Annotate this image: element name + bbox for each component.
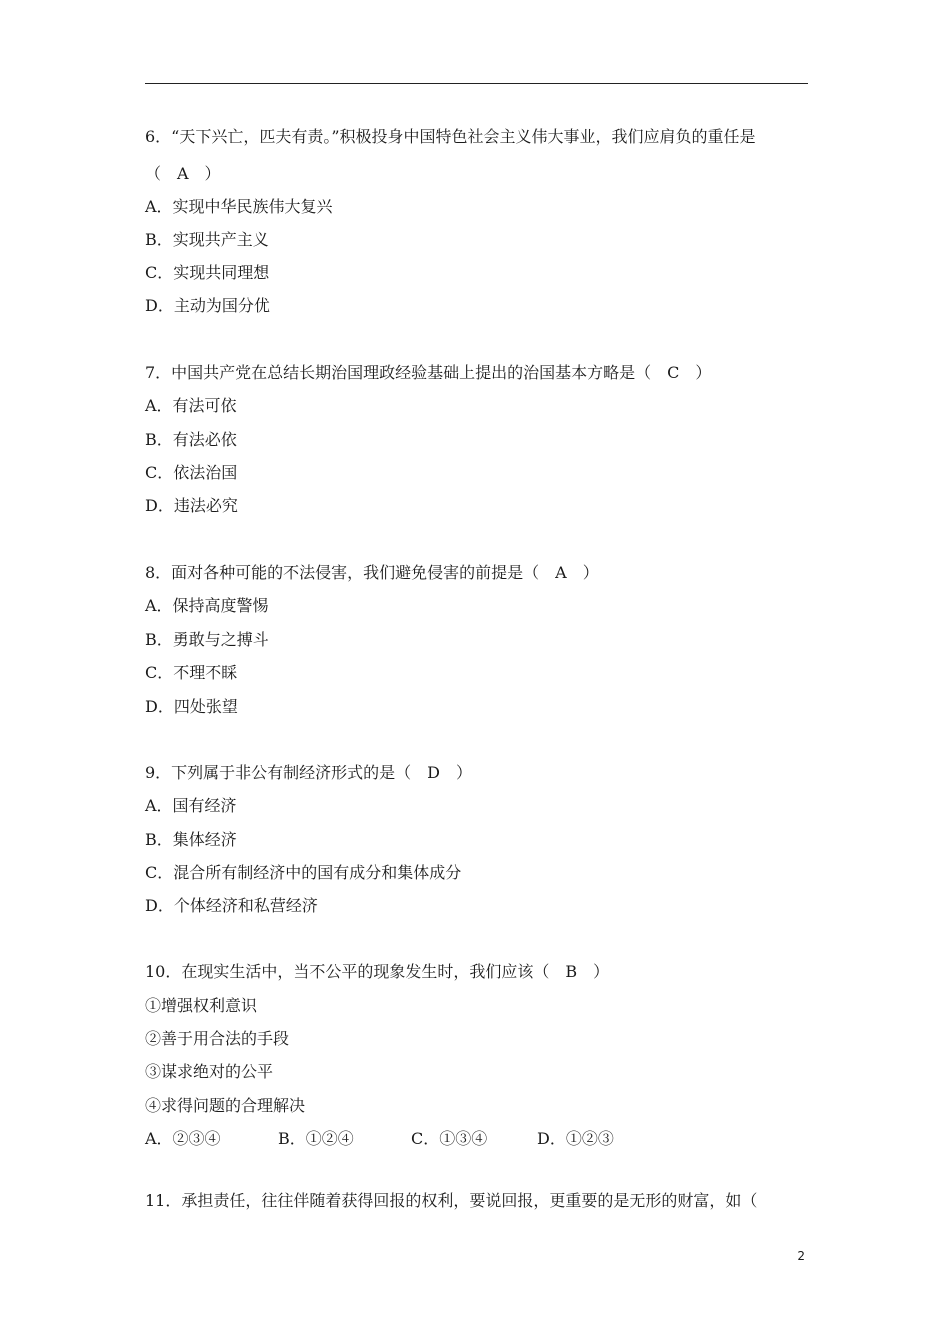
question-10-statement-2: ②善于用合法的手段 (145, 1029, 290, 1048)
question-6-stem: 6．“天下兴亡，匹夫有责。”积极投身中国特色社会主义伟大事业，我们应肩负的重任是 (145, 127, 756, 146)
question-9-option-b: B．集体经济 (145, 830, 237, 849)
question-7-option-b: B．有法必依 (145, 430, 237, 449)
question-10-option-d: D．①②③ (537, 1129, 614, 1148)
question-9-option-a: A．国有经济 (145, 796, 237, 815)
question-6-option-b: B．实现共产主义 (145, 230, 269, 249)
question-10-option-c: C．①③④ (411, 1129, 488, 1148)
question-9-option-d: D．个体经济和私营经济 (145, 896, 318, 915)
question-10-option-b: B．①②④ (278, 1129, 354, 1148)
question-10-statement-1: ①增强权利意识 (145, 996, 258, 1015)
question-9-option-c: C．混合所有制经济中的国有成分和集体成分 (145, 863, 462, 882)
question-10-statement-3: ③谋求绝对的公平 (145, 1062, 274, 1081)
question-7-option-c: C．依法治国 (145, 463, 238, 482)
question-8-option-c: C．不理不睬 (145, 663, 238, 682)
question-8-option-d: D．四处张望 (145, 697, 238, 716)
page-number: 2 (797, 1249, 805, 1263)
question-6-option-c: C．实现共同理想 (145, 263, 270, 282)
question-8-option-b: B．勇敢与之搏斗 (145, 630, 269, 649)
question-8-stem: 8．面对各种可能的不法侵害，我们避免侵害的前提是（ A ） (145, 563, 599, 582)
question-11-stem: 11．承担责任，往往伴随着获得回报的权利，要说回报，更重要的是无形的财富，如（ (145, 1191, 758, 1210)
question-6-answer: （ A ） (145, 164, 221, 183)
question-10-stem: 10．在现实生活中，当不公平的现象发生时，我们应该（ B ） (145, 962, 610, 981)
question-9-stem: 9．下列属于非公有制经济形式的是（ D ） (145, 763, 473, 782)
question-6-option-d: D．主动为国分优 (145, 296, 270, 315)
question-7-option-a: A．有法可依 (145, 396, 237, 415)
question-7-option-d: D．违法必究 (145, 496, 238, 515)
question-7-stem: 7．中国共产党在总结长期治国理政经验基础上提出的治国基本方略是（ C ） (145, 363, 712, 382)
question-8-option-a: A．保持高度警惕 (145, 596, 269, 615)
question-6-option-a: A．实现中华民族伟大复兴 (145, 197, 333, 216)
question-10-option-a: A．②③④ (145, 1129, 221, 1148)
header-rule (145, 83, 808, 84)
question-10-statement-4: ④求得问题的合理解决 (145, 1096, 306, 1115)
